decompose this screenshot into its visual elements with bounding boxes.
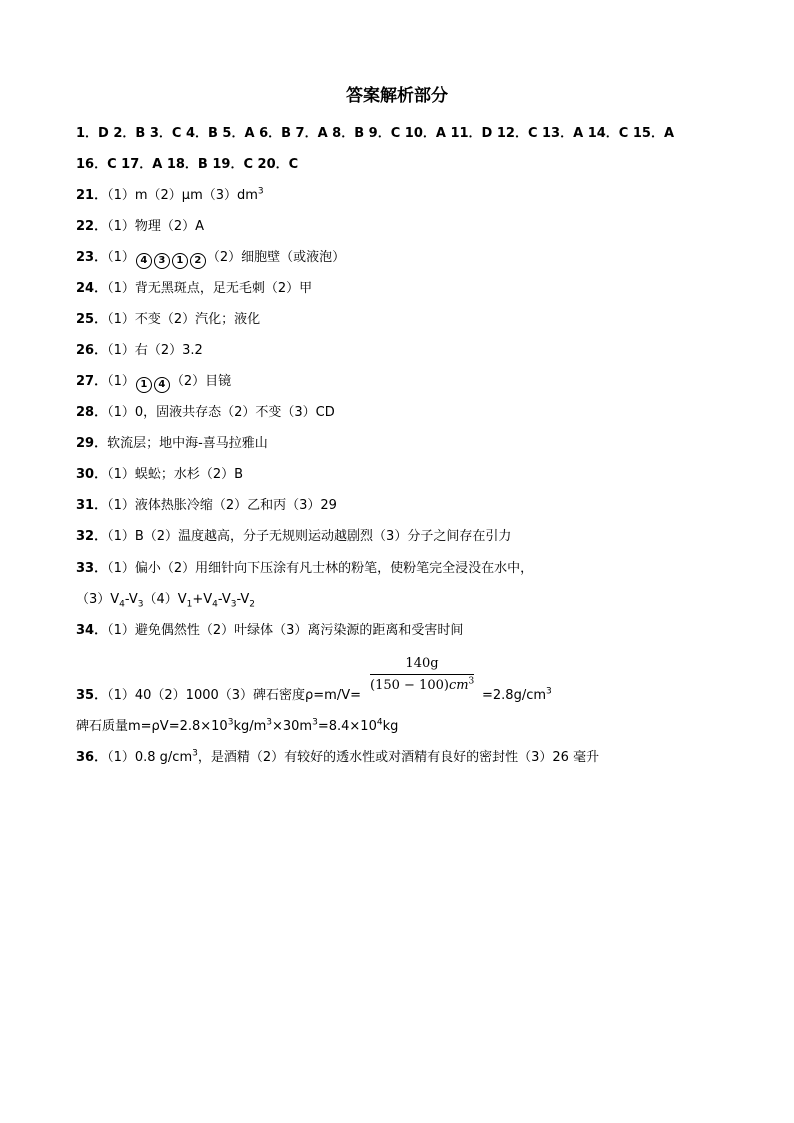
answer-text: （2）细胞壁（或液泡） (206, 250, 346, 265)
answer-text: （2）目镜 (170, 374, 232, 389)
answer-line-26 (76, 342, 203, 360)
question-number: 25． (76, 312, 108, 327)
question-number: 29． (76, 436, 108, 451)
question-number: 31． (76, 498, 108, 513)
answer-line-29 (76, 435, 268, 453)
answer-text: （1）0，固液共存态（2）不变（3）CD (107, 405, 335, 420)
answer-text: （1）右（2）3.2 (107, 343, 203, 358)
superscript: 4 (376, 717, 383, 728)
answer-line-35-result (482, 687, 552, 705)
answer-text: （3）V (76, 592, 120, 607)
question-number: 26． (76, 343, 108, 358)
question-number: 24． (76, 281, 108, 296)
answer-text: 1．D 2．B 3．C 4．B 5．A 6．B 7．A 8．B 9．C 10．A 11．D 12．C 13．A 14．C 15．A (76, 126, 674, 141)
superscript: 3 (227, 717, 234, 728)
page-title: 答案解析部分 (346, 86, 448, 106)
subscript: 2 (249, 599, 256, 610)
answer-text: （1）蜈蚣；水杉（2）B (107, 467, 244, 482)
answer-text: kg/m (233, 719, 267, 734)
answer-line-27 (76, 373, 231, 393)
answer-line-35 (76, 687, 361, 705)
answer-line-28 (76, 404, 335, 422)
question-number: 28． (76, 405, 108, 420)
answer-line-36 (76, 749, 599, 767)
superscript: 3 (312, 717, 318, 728)
circled-number: 3 (154, 253, 170, 269)
superscript: 3 (192, 748, 198, 759)
subscript: 3 (230, 599, 237, 610)
answer-line-30 (76, 466, 243, 484)
answer-text: （1）液体热胀冷缩（2）乙和丙（3）29 (107, 498, 337, 513)
answer-text: （1）背无黑斑点，足无毛刺（2）甲 (107, 281, 313, 296)
answer-text: -V (236, 592, 250, 607)
circled-number: 1 (172, 253, 188, 269)
superscript: 3 (257, 186, 264, 197)
answer-text: -V (124, 592, 138, 607)
answer-text: （1）避免偶然性（2）叶绿体（3）离污染源的距离和受害时间 (107, 623, 464, 638)
answer-line-16-20 (76, 156, 298, 174)
question-number: 34． (76, 623, 108, 638)
subscript: 1 (186, 599, 193, 610)
question-number: 30． (76, 467, 108, 482)
answer-line-34 (76, 622, 463, 640)
question-number: 23． (76, 250, 108, 265)
answer-text: 16．C 17．A 18．B 19．C 20．C (76, 157, 299, 172)
answer-text: （1）40（2）1000（3）碑石密度ρ=m/V= (107, 688, 362, 703)
answer-text: kg (382, 719, 399, 734)
answer-line-23 (76, 249, 345, 269)
circled-number: 2 (190, 253, 206, 269)
circled-number: 4 (154, 377, 170, 393)
subscript: 4 (119, 599, 125, 610)
answer-line-35-continued (76, 718, 398, 736)
question-number: 22． (76, 219, 108, 234)
question-number: 33． (76, 561, 108, 576)
answer-line-24 (76, 280, 312, 298)
answer-line-31 (76, 497, 337, 515)
answer-text: （1）偏小（2）用细针向下压涂有凡士林的粉笔，使粉笔完全浸没在水中， (107, 561, 534, 576)
answer-text: 碑石质量m=ρV=2.8×10 (76, 719, 228, 734)
superscript: 3 (546, 686, 552, 697)
denominator-unit: cm (448, 678, 469, 693)
answer-text: （1）物理（2）A (107, 219, 205, 234)
question-number: 32． (76, 529, 108, 544)
answer-text: （1） (107, 374, 135, 389)
superscript: 3 (468, 676, 475, 687)
answer-text: （1）B（2）温度越高，分子无规则运动越剧烈（3）分子之间存在引力 (107, 529, 512, 544)
subscript: 4 (212, 599, 218, 610)
answer-line-33 (76, 560, 533, 578)
answer-line-33-continued (76, 591, 255, 609)
question-number: 36． (76, 750, 108, 765)
answer-text: 软流层；地中海-喜马拉雅山 (107, 436, 268, 451)
question-number: 27． (76, 374, 108, 389)
circled-number: 1 (136, 377, 152, 393)
superscript: 3 (266, 717, 272, 728)
denominator-value: (150 − 100) (370, 678, 449, 693)
fraction-denominator (370, 677, 474, 695)
answer-line-22 (76, 218, 204, 236)
density-fraction (370, 655, 474, 695)
answer-line-21 (76, 187, 264, 205)
answer-text: =8.4×10 (317, 719, 377, 734)
answer-text: （1） (107, 250, 135, 265)
answer-text: ×30m (272, 719, 313, 734)
answer-text: （4）V (143, 592, 187, 607)
answer-text: -V (217, 592, 231, 607)
fraction-numerator: 140g (405, 656, 439, 671)
fraction-bar (370, 674, 474, 675)
answer-line-32 (76, 528, 511, 546)
answer-text: =2.8g/cm (482, 688, 547, 703)
answer-text: （1）m（2）μm（3）dm (107, 188, 258, 203)
circled-number: 4 (136, 253, 152, 269)
answer-text: +V (192, 592, 213, 607)
answer-line-1-15 (76, 125, 674, 143)
answer-text: （1）不变（2）汽化；液化 (107, 312, 261, 327)
subscript: 3 (137, 599, 144, 610)
question-number: 21． (76, 188, 108, 203)
answer-text: （1）0.8 g/cm (107, 750, 193, 765)
question-number: 35． (76, 688, 108, 703)
answer-line-25 (76, 311, 260, 329)
answer-text: ，是酒精（2）有较好的透水性或对酒精有良好的密封性（3）26 毫升 (197, 750, 600, 765)
